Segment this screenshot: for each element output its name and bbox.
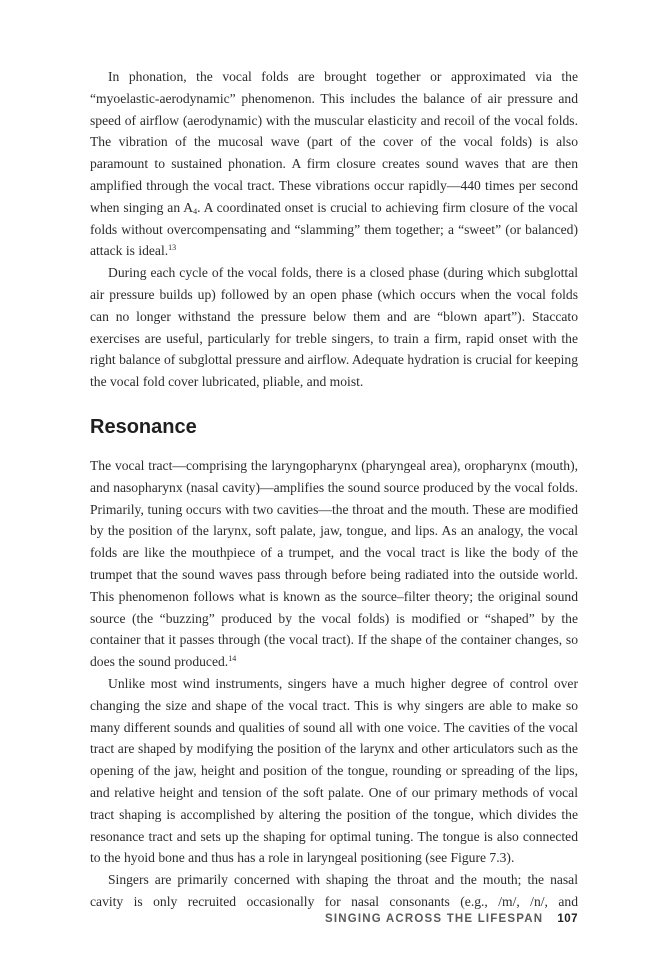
paragraph-throat-mouth: Singers are primarily concerned with shaping the throat and the mouth; the nasal cavity is only recruited occasionally for nasal consonants (e.g., /m/, /n/, and (90, 872, 578, 909)
paragraph-wind-instruments: Unlike most wind instruments, singers have a much higher degree of control over changing the size and shape of the vocal tract. This is why singers are able to make so many different sounds and qualities of sound all with one voice. The cavities of the vocal tract are shaped by modifying the position of the larynx and other articulators such as the opening of the jaw, height and position of the tongue, rounding or spreading of the lips, and relative height and tension of the soft palate. One of our primary methods of vocal tract shaping is accomplished by altering the position of the tongue, which divides the resonance tract and sets up the shaping for optimal tuning. The tongue is also connected to the hyoid bone and thus has a role in laryngeal positioning (see Figure 7.3). (90, 675, 578, 866)
note-subscript: 4 (193, 206, 198, 216)
footnote-ref-13: 13 (168, 243, 177, 253)
running-footer-title: SINGING ACROSS THE LIFESPAN (324, 913, 544, 925)
page-footer (90, 913, 578, 925)
section-heading-resonance: Resonance (90, 415, 197, 438)
paragraph-text: In phonation, the vocal folds are brought together or approximated via the “myoelastic-aerodynamic” phenomenon. This includes the balance of air pressure and speed of airflow (aerodynamic) with the muscular elasticity and recoil of the vocal folds. The vibration of the mucosal wave (part of the cover of the vocal folds) is also paramount to sustained phonation. A firm closure creates sound waves that are then amplified through the vocal tract. These vibrations occur rapidly—440 times per second when singing an A (90, 69, 578, 215)
footnote-ref-14: 14 (228, 654, 237, 664)
paragraph-vocal-tract (90, 455, 578, 673)
page-body (90, 66, 578, 913)
page-number: 107 (557, 913, 578, 925)
paragraph-text: The vocal tract—comprising the laryngopharynx (pharyngeal area), oropharynx (mouth), and nasopharynx (nasal cavity)—amplifies the sound source produced by the vocal folds. Primarily, tuning occurs with two cavities—the throat and the mouth. These are modified by the position of the larynx, soft palate, jaw, tongue, and lips. As an analogy, the vocal folds are like the mouthpiece of a trumpet, and the vocal tract is like the body of the trumpet that the sound waves pass through before being radiated into the outside world. This phenomenon follows what is known as the source–filter theory; the original sound source (the “buzzing” produced by the vocal folds) is modified or “shaped” by the container that it passes through (the vocal tract). If the shape of the container changes, so does the sound produced. (90, 457, 578, 670)
paragraph-vocal-cycle: During each cycle of the vocal folds, there is a closed phase (during which subglottal air pressure builds up) followed by an open phase (which occurs when the vocal folds can no longer withstand the pressure below them and are “blown apart”). Staccato exercises are useful, particularly for treble singers, to train a firm, rapid onset with the right balance of subglottal pressure and airflow. Adequate hydration is crucial for keeping the vocal fold cover lubricated, pliable, and moist. (90, 265, 578, 390)
paragraph-text: . A coordinated onset is crucial to achieving firm closure of the vocal folds without overcompensating and “slamming” them together; a “sweet” (or balanced) attack is ideal. (90, 199, 578, 259)
paragraph-phonation (90, 66, 578, 262)
